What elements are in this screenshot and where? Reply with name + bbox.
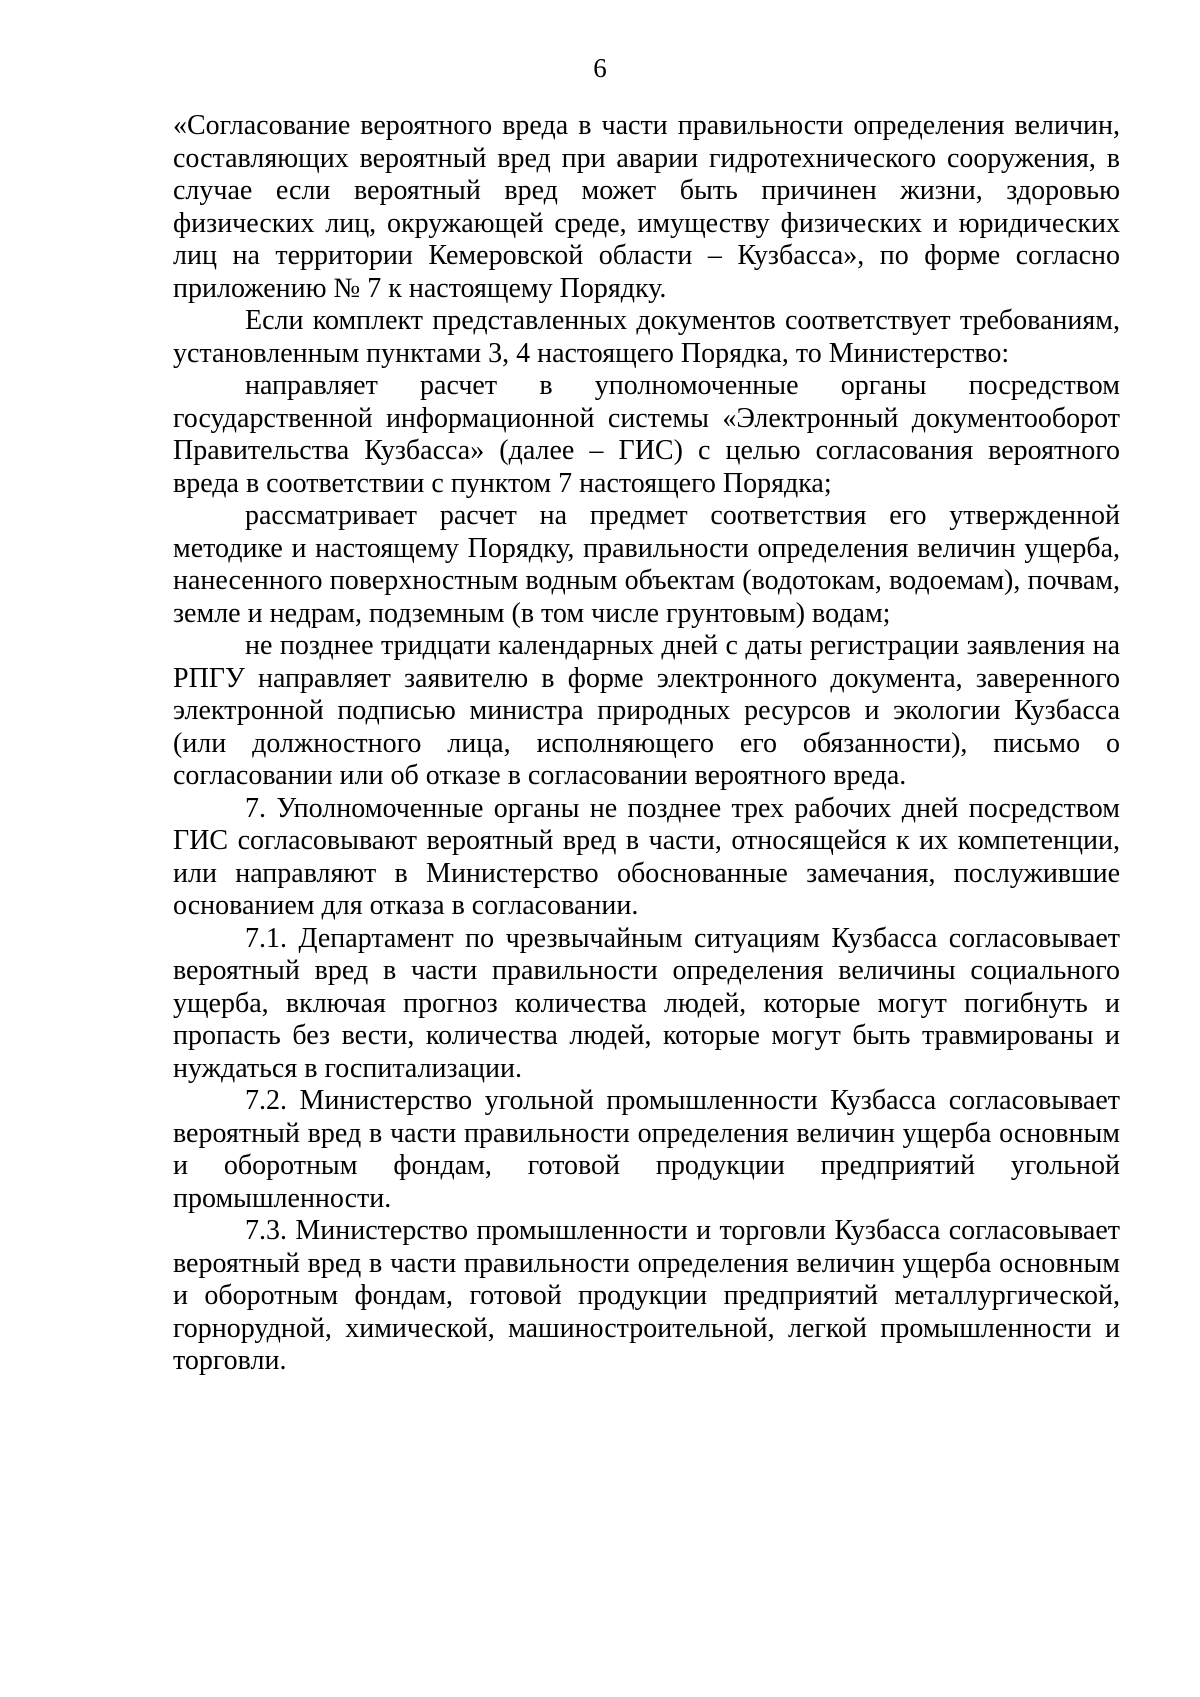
document-body [173,110,1120,1378]
paragraph-ministry-conditions: Если комплект представленных документов соответствует требованиям, установленным пунктами 3, 4 настоящего Порядка, то Министерство: [173,305,1120,369]
paragraph-sends-calculation: направляет расчет в уполномоченные органы посредством государственной информационной системы «Электронный документооборот Правительства Кузбасса» (далее – ГИС) с целью согласования вероятного вреда в соответствии с пунктом 7 настоящего Порядка; [173,370,1120,499]
paragraph-clause-7-1: 7.1. Департамент по чрезвычайным ситуациям Кузбасса согласовывает вероятный вред в части правильности определения величины социального ущерба, включая прогноз количества людей, которые могут погибнуть и пропасть без вести, количества людей, которые могут быть травмированы и нуждаться в госпитализации. [173,922,1120,1084]
page-number: 6 [593,53,607,83]
paragraph-response-deadline: не позднее тридцати календарных дней с даты регистрации заявления на РПГУ направляет заявителю в форме электронного документа, заверенного электронной подписью министра природных ресурсов и экологии Кузбасса (или должностного лица, исполняющего его обязанности), письмо о согласовании или об отказе в согласовании вероятного вреда. [173,630,1120,791]
paragraph-clause-7-2: 7.2. Министерство угольной промышленности Кузбасса согласовывает вероятный вред в части правильности определения величин ущерба основным и оборотным фондам, готовой продукции предприятий угольной промышленности. [173,1085,1120,1214]
paragraph-reviews-calculation: рассматривает расчет на предмет соответствия его утвержденной методике и настоящему Порядку, правильности определения величин ущерба, нанесенного поверхностным водным объектам (водотокам, водоемам), почвам, земле и недрам, подземным (в том числе грунтовым) водам; [173,500,1120,629]
paragraph-clause-7-3: 7.3. Министерство промышленности и торговли Кузбасса согласовывает вероятный вред в части правильности определения величин ущерба основным и оборотным фондам, готовой продукции предприятий металлургической, горнорудной, химической, машиностроительной, легкой промышленности и торговли. [173,1215,1120,1376]
paragraph-approval-form-reference: «Согласование вероятного вреда в части правильности определения величин, составляющих вероятный вред при аварии гидротехнического сооружения, в случае если вероятный вред может быть причинен жизни, здоровью физических лиц, окружающей среде, имуществу физических и юридических лиц на территории Кемеровской области – Кузбасса», по форме согласно приложению № 7 к настоящему Порядку. [173,110,1120,304]
paragraph-clause-7: 7. Уполномоченные органы не позднее трех рабочих дней посредством ГИС согласовывают вероятный вред в части, относящейся к их компетенции, или направляют в Министерство обоснованные замечания, послужившие основанием для отказа в согласовании. [173,792,1120,921]
